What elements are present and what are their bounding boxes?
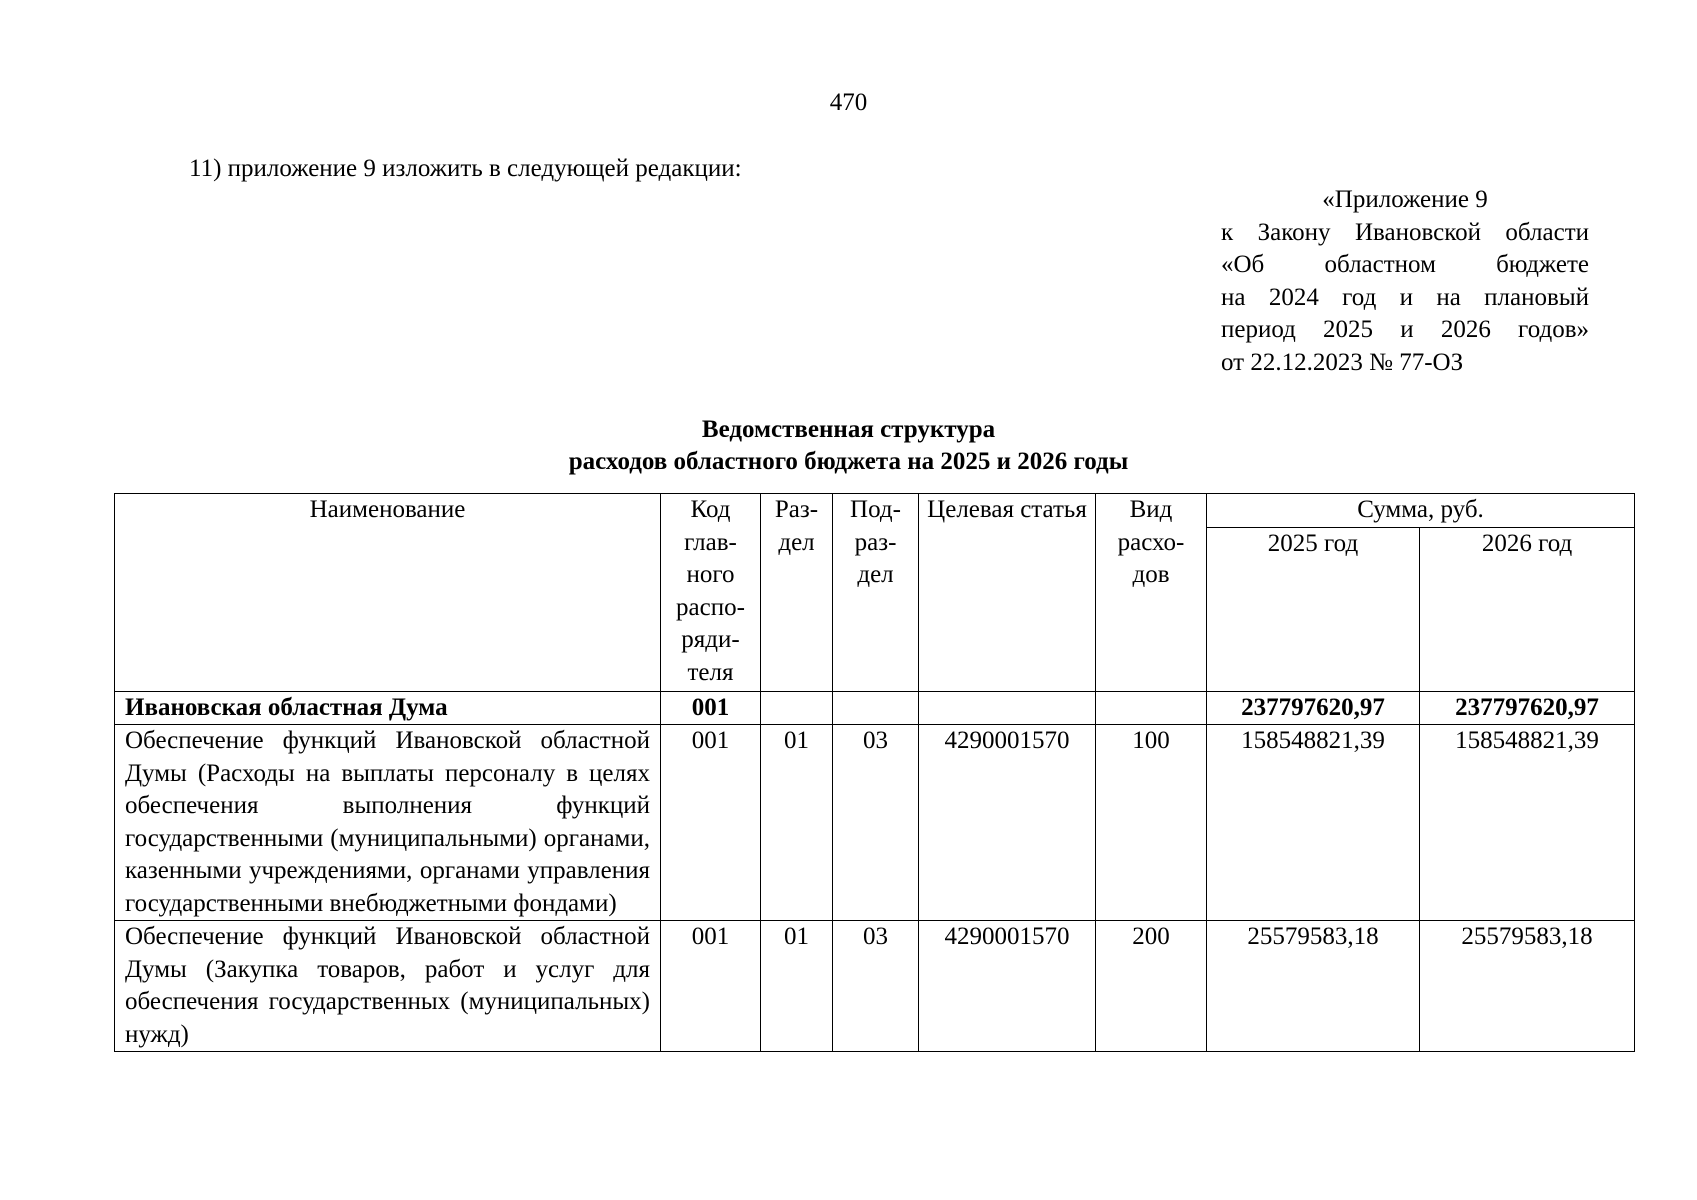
document-title <box>0 414 1697 478</box>
header-year-2025: 2025 год <box>1207 527 1420 691</box>
appendix-title: «Приложение 9 <box>1322 186 1488 213</box>
appendix-line: период 2025 и 2026 годов» <box>1221 316 1589 343</box>
row-kind: 200 <box>1096 921 1207 1052</box>
row-sum-2025: 25579583,18 <box>1207 921 1420 1052</box>
header-target: Целевая статья <box>919 494 1096 692</box>
row-name: Обеспечение функций Ивановской областной Думы (Закупка товаров, работ и услуг для обеспечения государственных (муниципальных) нужд) <box>115 921 661 1052</box>
row-sum-2025: 237797620,97 <box>1207 691 1420 725</box>
row-section: 01 <box>761 921 833 1052</box>
document-title-line2: расходов областного бюджета на 2025 и 2026 годы <box>568 448 1129 475</box>
table-row <box>115 921 1635 1052</box>
document-title-line1: Ведомственная структура <box>701 416 996 443</box>
row-sum-2026: 237797620,97 <box>1420 691 1635 725</box>
page-number: 470 <box>829 89 868 116</box>
row-code: 001 <box>661 725 761 921</box>
header-subsection: Под-раз-дел <box>833 494 919 692</box>
budget-table <box>114 493 1635 1052</box>
appendix-reference <box>1221 184 1589 379</box>
header-sum: Сумма, руб. <box>1207 494 1635 528</box>
row-code: 001 <box>661 691 761 725</box>
row-code: 001 <box>661 921 761 1052</box>
appendix-line: на 2024 год и на плановый <box>1221 283 1589 311</box>
row-kind: 100 <box>1096 725 1207 921</box>
row-target <box>919 691 1096 725</box>
appendix-line: «Об областном бюджете <box>1221 251 1589 278</box>
header-code: Код глав-ного распо-ряди-теля <box>661 494 761 692</box>
row-target: 4290001570 <box>919 921 1096 1052</box>
row-subsection: 03 <box>833 725 919 921</box>
appendix-date: от 22.12.2023 № 77-ОЗ <box>1221 348 1464 376</box>
table-row <box>115 725 1635 921</box>
row-target: 4290001570 <box>919 725 1096 921</box>
row-sum-2025: 158548821,39 <box>1207 725 1420 921</box>
row-subsection <box>833 691 919 725</box>
header-year-2026: 2026 год <box>1420 527 1635 691</box>
appendix-line: к Закону Ивановской области <box>1221 218 1589 246</box>
row-section: 01 <box>761 725 833 921</box>
row-sum-2026: 25579583,18 <box>1420 921 1635 1052</box>
header-kind: Вид расхо-дов <box>1096 494 1207 692</box>
row-section <box>761 691 833 725</box>
row-sum-2026: 158548821,39 <box>1420 725 1635 921</box>
intro-text: 11) приложение 9 изложить в следующей редакции: <box>189 155 742 182</box>
table-row <box>115 691 1635 725</box>
row-name: Обеспечение функций Ивановской областной Думы (Расходы на выплаты персоналу в целях обеспечения выполнения функций государственными (муниципальными) органами, казенными учреждениями, органами управления государственными внебюджетными фондами) <box>115 725 661 921</box>
row-subsection: 03 <box>833 921 919 1052</box>
row-name: Ивановская областная Дума <box>115 691 661 725</box>
row-kind <box>1096 691 1207 725</box>
header-name: Наименование <box>115 494 661 692</box>
header-section: Раз-дел <box>761 494 833 692</box>
